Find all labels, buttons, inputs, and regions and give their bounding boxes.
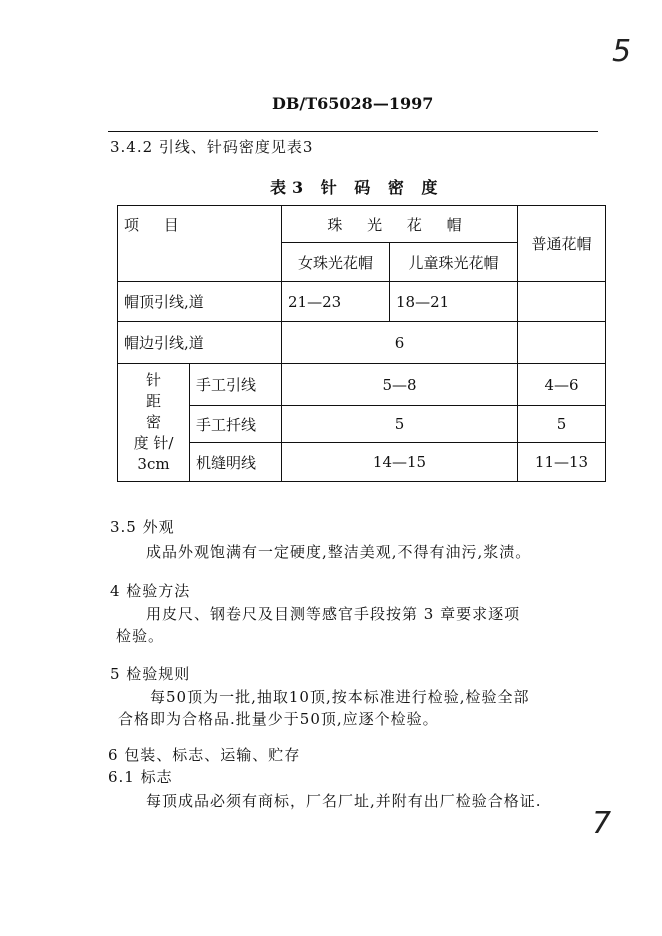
stitch-row-label-cell	[190, 364, 282, 406]
section-3-5-text: 成品外观饱满有一定硬度,整洁美观,不得有油污,浆渍。	[146, 543, 532, 561]
stitch-row-label-cell	[190, 406, 282, 443]
stitch-row-pearl-value: 5	[394, 415, 405, 433]
table-row	[118, 364, 606, 406]
stitch-row-plain-cell	[518, 406, 606, 443]
section-4-text-line1: 用皮尺、钢卷尺及目测等感官手段按第 3 章要求逐项	[146, 605, 521, 623]
section-4-text-line2: 检验。	[116, 627, 165, 645]
row-label: 帽边引线,道	[124, 334, 204, 352]
section-6-heading: 6 包装、标志、运输、贮存	[108, 746, 301, 764]
header-plain-cell	[518, 206, 606, 282]
section-4-heading: 4 检验方法	[110, 582, 191, 600]
stitch-row-label-cell	[190, 443, 282, 482]
standard-code-header: DB/T65028—1997	[272, 94, 434, 113]
section-3-5-heading: 3.5 外观	[110, 518, 175, 536]
section-5-text-line2: 合格即为合格品.批量少于50顶,应逐个检验。	[118, 710, 439, 728]
stitch-row-pearl-value: 5—8	[382, 375, 417, 394]
row-women-value-cell	[282, 282, 390, 322]
sub-women-cell	[282, 243, 390, 282]
stitch-group-label-line: 3cm	[137, 455, 170, 473]
stitch-row-plain-value: 5	[556, 415, 567, 433]
header-item-cell	[118, 206, 282, 282]
row-pearl-value-cell	[282, 322, 518, 364]
header-plain-label: 普通花帽	[531, 235, 592, 253]
stitch-density-table	[117, 205, 606, 482]
sub-women-label: 女珠光花帽	[297, 253, 373, 272]
header-pearl-cell	[282, 206, 518, 243]
row-pearl-value: 6	[394, 333, 405, 352]
section-3-4-2-heading: 3.4.2 引线、针码密度见表3	[110, 138, 314, 156]
row-child-value: 18—21	[396, 292, 450, 311]
stitch-group-label-line: 距	[145, 392, 161, 410]
sub-child-label: 儿童珠光花帽	[408, 253, 499, 272]
table-row	[118, 322, 606, 364]
header-item-label: 项 目	[124, 216, 189, 234]
section-5-text-line1: 每50顶为一批,抽取10顶,按本标准进行检验,检验全部	[150, 688, 530, 706]
stitch-row-label: 手工扦线	[196, 415, 257, 434]
row-label-cell	[118, 322, 282, 364]
table-title: 表3 针 码 密 度	[270, 178, 444, 197]
stitch-group-label-line: 密	[145, 413, 161, 431]
handwritten-page-number-top: 5	[612, 34, 632, 69]
section-6-1-heading: 6.1 标志	[108, 768, 173, 786]
row-child-value-cell	[390, 282, 518, 322]
table-row	[118, 282, 606, 322]
stitch-group-label-line: 针	[145, 371, 161, 389]
row-women-value: 21—23	[288, 292, 342, 311]
stitch-row-plain-cell	[518, 443, 606, 482]
stitch-row-pearl-value: 14—15	[372, 453, 427, 471]
section-6-1-text: 每顶成品必须有商标，厂名厂址,并附有出厂检验合格证.	[146, 792, 542, 810]
row-plain-value-cell	[518, 282, 606, 322]
stitch-row-plain-value: 4—6	[544, 375, 579, 394]
row-label: 帽顶引线,道	[124, 293, 204, 311]
table-row	[118, 443, 606, 482]
table-row	[118, 406, 606, 443]
stitch-row-label: 手工引线	[196, 376, 257, 394]
stitch-row-pearl-cell	[282, 443, 518, 482]
row-label-cell	[118, 282, 282, 322]
stitch-row-label: 机缝明线	[196, 453, 257, 472]
row-plain-value-cell	[518, 322, 606, 364]
stitch-row-plain-value: 11—13	[534, 453, 589, 471]
header-rule	[108, 131, 598, 132]
stitch-row-pearl-cell	[282, 364, 518, 406]
section-5-heading: 5 检验规则	[110, 665, 191, 683]
header-pearl-label: 珠 光 花 帽	[327, 215, 472, 234]
handwritten-page-number-bottom: 7	[592, 806, 612, 841]
table-header-row	[118, 206, 606, 243]
sub-child-cell	[390, 243, 518, 282]
stitch-group-label-cell	[118, 364, 190, 482]
stitch-row-plain-cell	[518, 364, 606, 406]
stitch-row-pearl-cell	[282, 406, 518, 443]
stitch-group-label-line: 度 针/	[133, 434, 174, 452]
